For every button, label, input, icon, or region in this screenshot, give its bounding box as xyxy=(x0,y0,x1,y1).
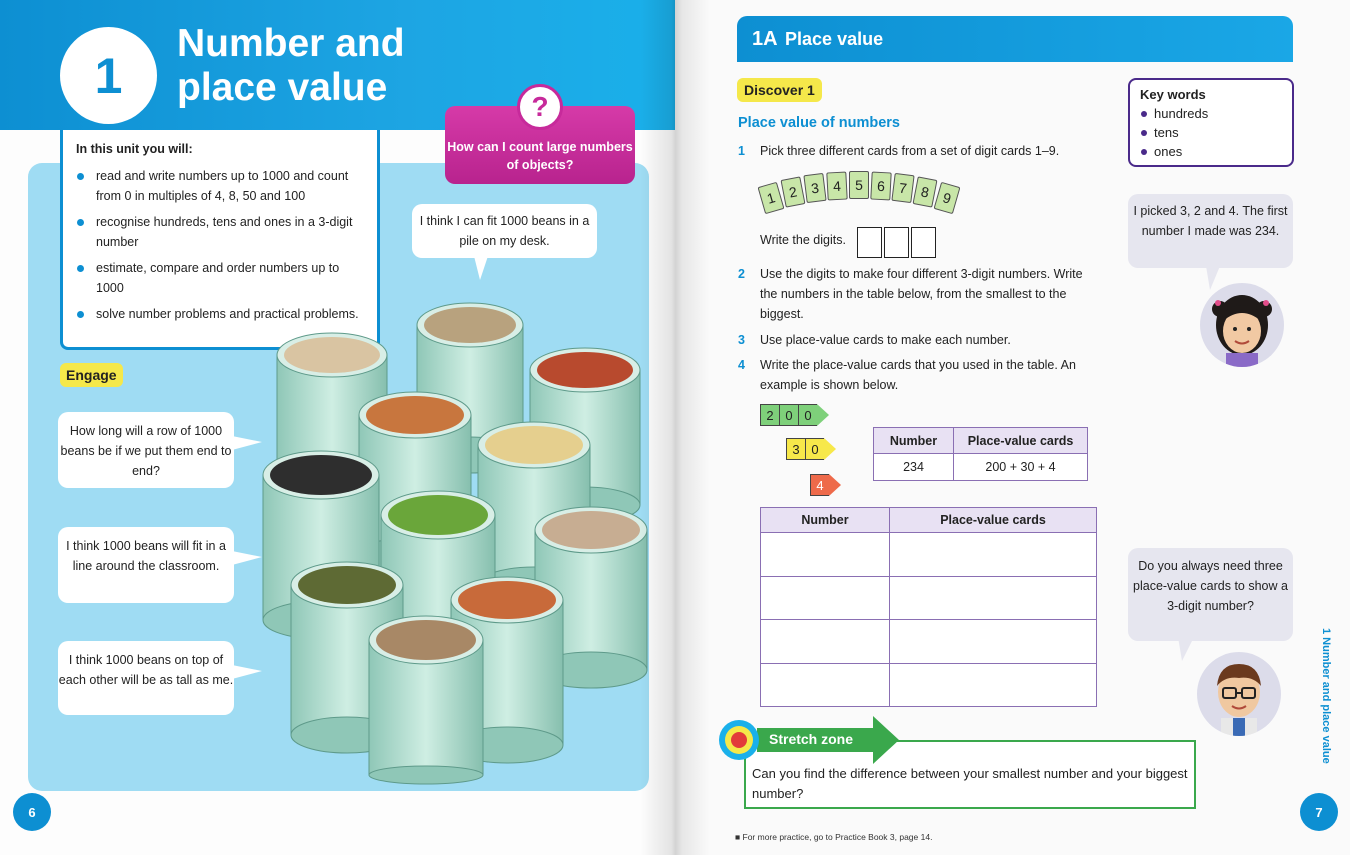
unit-number: 1 xyxy=(60,27,157,124)
answer-cell[interactable] xyxy=(761,620,890,664)
answer-cell[interactable] xyxy=(761,533,890,577)
table-header: Place-value cards xyxy=(890,508,1097,533)
table-row xyxy=(761,620,1097,664)
page-number-right: 7 xyxy=(1300,793,1338,831)
objective-item: estimate, compare and order numbers up to 1000 xyxy=(76,258,365,298)
stretch-zone-box: Can you find the difference between your smallest number and your biggest number? xyxy=(744,740,1196,809)
page-number-left: 6 xyxy=(13,793,51,831)
table-row xyxy=(874,454,1088,481)
key-words-list xyxy=(1140,104,1282,161)
pv-arrow xyxy=(829,474,841,496)
digit-card: 7 xyxy=(891,173,914,203)
table-header: Number xyxy=(761,508,890,533)
key-question-box: How can I count large numbers of objects? xyxy=(445,106,635,184)
digit-cards-row xyxy=(759,170,965,220)
digit-card: 8 xyxy=(913,176,938,207)
question-3 xyxy=(738,330,1098,350)
pv-digit: 4 xyxy=(810,474,829,496)
key-word-item: ones xyxy=(1140,142,1282,161)
question-text: Pick three different cards from a set of digit cards 1–9. xyxy=(760,144,1060,158)
right-page xyxy=(675,0,1350,855)
speech-bubble-row: How long will a row of 1000 beans be if we put them end to end? xyxy=(58,412,234,488)
table-row xyxy=(761,533,1097,577)
digit-answer-box[interactable] xyxy=(857,227,882,258)
unit-objectives-heading: In this unit you will: xyxy=(76,142,193,156)
key-word-item: hundreds xyxy=(1140,104,1282,123)
question-text: Use the digits to make four different 3-digit numbers. Write the numbers in the table below, from the smallest to the biggest. xyxy=(760,267,1083,321)
pv-arrow xyxy=(824,438,836,460)
bean-jars-illustration xyxy=(255,295,655,785)
digit-card: 2 xyxy=(781,176,806,207)
table-header: Place-value cards xyxy=(954,428,1088,454)
unit-side-label: 1 Number and place value xyxy=(1320,628,1332,764)
answer-cell[interactable] xyxy=(890,576,1097,620)
question-number: 3 xyxy=(738,333,745,347)
digit-card: 9 xyxy=(934,182,961,214)
table-header: Number xyxy=(874,428,954,454)
answer-cell[interactable] xyxy=(890,533,1097,577)
objective-item: read and write numbers up to 1000 and count from 0 in multiples of 4, 8, 50 and 100 xyxy=(76,166,365,206)
boy-avatar xyxy=(1197,652,1281,736)
pv-digit: 2 xyxy=(760,404,779,426)
question-number: 2 xyxy=(738,267,745,281)
digit-answer-box[interactable] xyxy=(884,227,909,258)
speech-bubble-classroom: I think 1000 beans will fit in a line around the classroom. xyxy=(58,527,234,603)
pv-digit: 3 xyxy=(786,438,805,460)
question-2 xyxy=(738,264,1098,324)
practice-book-note: ■ For more practice, go to Practice Book 3, page 14. xyxy=(735,832,933,842)
pv-card-tens xyxy=(786,438,836,460)
example-table xyxy=(873,427,1088,481)
pv-card-hundreds xyxy=(760,404,829,426)
question-number: 4 xyxy=(738,358,745,372)
objective-item: solve number problems and practical problems. xyxy=(76,304,365,324)
key-words-box xyxy=(1128,78,1294,167)
question-4 xyxy=(738,355,1098,395)
target-icon xyxy=(718,719,760,761)
question-text: Write the place-value cards that you used in the table. An example is shown below. xyxy=(760,358,1076,392)
digit-answer-box[interactable] xyxy=(911,227,936,258)
engage-label: Engage xyxy=(60,363,123,387)
key-words-heading: Key words xyxy=(1140,87,1206,102)
answer-cell[interactable] xyxy=(761,576,890,620)
answer-table xyxy=(760,507,1097,707)
key-word-item: tens xyxy=(1140,123,1282,142)
unit-title: Number and place value xyxy=(177,22,405,109)
digit-card: 6 xyxy=(870,171,891,200)
discover-label: Discover 1 xyxy=(737,78,822,102)
speech-bubble-tall: I think 1000 beans on top of each other will be as tall as me. xyxy=(58,641,234,715)
lesson-title: Place value xyxy=(785,29,884,49)
answer-cell[interactable] xyxy=(761,663,890,707)
table-cell: 200 + 30 + 4 xyxy=(954,454,1088,481)
write-digits-label: Write the digits. xyxy=(760,233,846,247)
pv-digit: 0 xyxy=(779,404,798,426)
question-number: 1 xyxy=(738,144,745,158)
speech-bubble-boy: Do you always need three place-value cards to show a 3-digit number? xyxy=(1128,548,1293,641)
table-cell: 234 xyxy=(874,454,954,481)
digit-card: 3 xyxy=(803,173,826,203)
digit-card: 4 xyxy=(826,171,847,200)
lesson-code: 1A xyxy=(752,28,778,50)
section-title: Place value of numbers xyxy=(738,115,900,131)
question-1 xyxy=(738,141,1098,161)
lesson-header xyxy=(737,16,1293,62)
digit-card: 5 xyxy=(849,171,869,199)
table-row xyxy=(761,576,1097,620)
pv-card-ones xyxy=(810,474,841,496)
question-text: Use place-value cards to make each number. xyxy=(760,333,1011,347)
table-row xyxy=(761,663,1097,707)
pv-digit: 0 xyxy=(798,404,817,426)
digit-card: 1 xyxy=(758,182,785,214)
speech-bubble-desk: I think I can fit 1000 beans in a pile on my desk. xyxy=(412,204,597,258)
question-mark-icon: ? xyxy=(517,84,563,130)
girl-avatar xyxy=(1200,283,1284,367)
stretch-zone-label: Stretch zone xyxy=(769,731,854,747)
pv-arrow xyxy=(817,404,829,426)
objective-item: recognise hundreds, tens and ones in a 3-digit number xyxy=(76,212,365,252)
answer-cell[interactable] xyxy=(890,663,1097,707)
answer-cell[interactable] xyxy=(890,620,1097,664)
speech-bubble-girl: I picked 3, 2 and 4. The first number I made was 234. xyxy=(1128,194,1293,268)
pv-digit: 0 xyxy=(805,438,824,460)
jar-speckled-beans xyxy=(369,616,483,784)
